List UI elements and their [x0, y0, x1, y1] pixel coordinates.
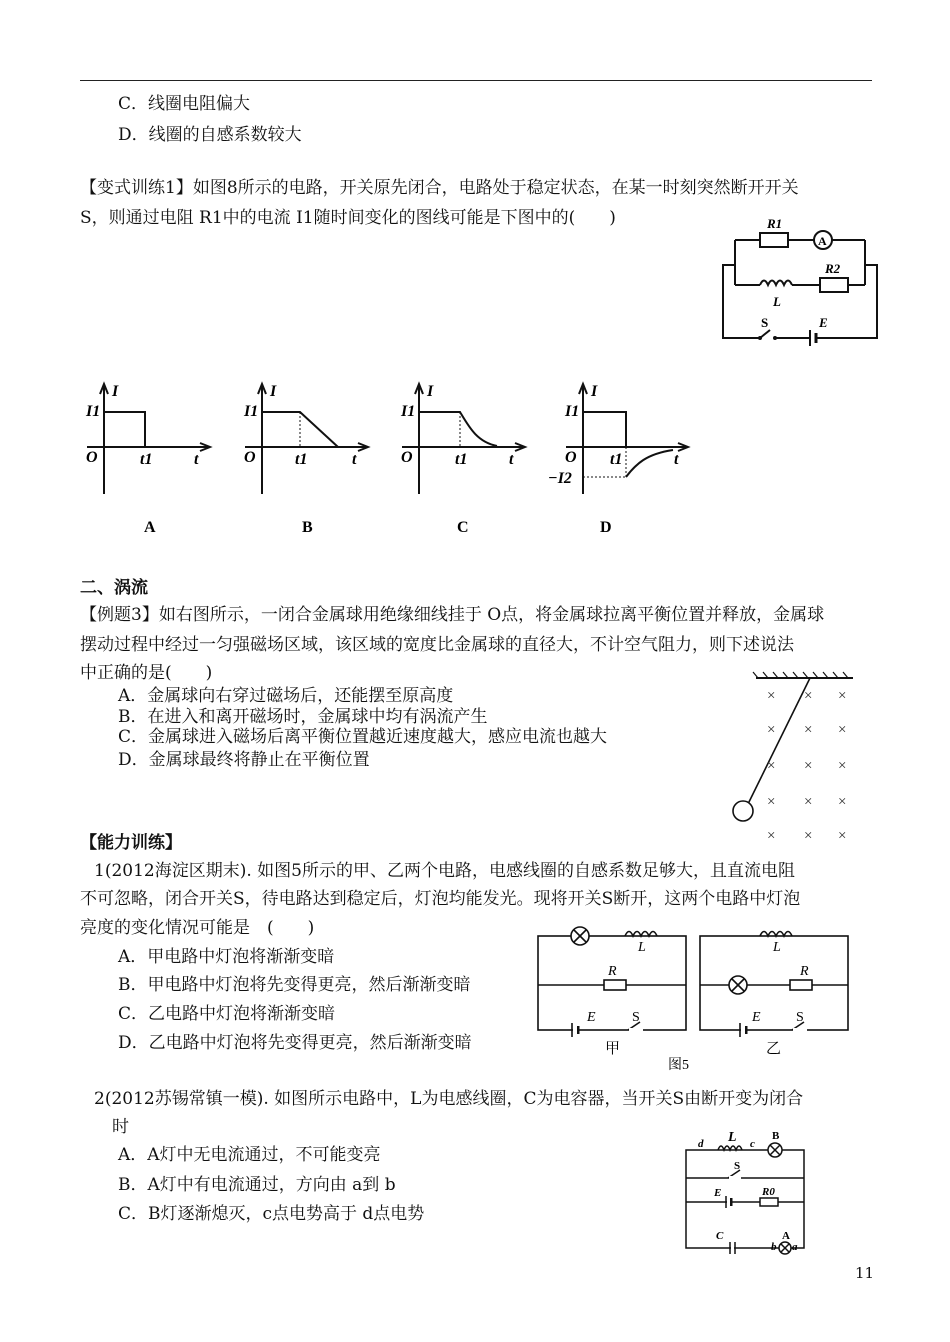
q2-option-a: A．A灯中无电流通过，不可能变亮	[118, 1145, 381, 1165]
svg-text:×: ×	[804, 758, 813, 774]
svg-text:×: ×	[838, 828, 847, 844]
q2-fig-a-label: a	[792, 1241, 798, 1253]
q2-line2: 时	[112, 1117, 129, 1137]
fig5-jia-l-label: L	[638, 940, 646, 955]
graph-d-i-label: I	[591, 383, 598, 400]
fig8-s-label: S	[761, 315, 769, 330]
fig5-yi-l-label: L	[773, 940, 781, 955]
q2-fig-c-cap-label: C	[716, 1230, 724, 1242]
svg-text:×: ×	[767, 688, 776, 704]
fig5-jia-e-label: E	[587, 1010, 596, 1025]
graph-d-neg-i2-label: −I2	[548, 470, 572, 487]
graph-c	[397, 382, 537, 542]
example3-option-b: B．在进入和离开磁场时，金属球中均有涡流产生	[118, 707, 488, 727]
fig8-ammeter-label: A	[818, 234, 827, 248]
q2-fig-r0-label: R0	[762, 1186, 775, 1198]
svg-text:×: ×	[767, 794, 776, 810]
graph-b-i-label: I	[270, 383, 277, 400]
graph-c-i-label: I	[427, 383, 434, 400]
svg-text:×: ×	[838, 794, 847, 810]
example3-line2: 摆动过程中经过一匀强磁场区域，该区域的宽度比金属球的直径大，不计空气阻力，则下述说法	[80, 635, 794, 655]
q2-option-b: B．A灯中有电流通过，方向由 a到 b	[118, 1175, 396, 1195]
svg-text:×: ×	[804, 794, 813, 810]
q2-fig-l-label: L	[728, 1130, 737, 1145]
graph-c-t-label: t	[509, 451, 514, 468]
graph-b-t-label: t	[352, 451, 357, 468]
q1-line1: 1(2012海淀区期末). 如图5所示的甲、乙两个电路，电感线圈的自感系数足够大，且直流电阻	[94, 861, 795, 881]
section-eddy-current: 二、涡流	[80, 578, 148, 598]
fig5-yi-r-label: R	[800, 964, 809, 979]
svg-text:×: ×	[767, 828, 776, 844]
pendulum-figure	[728, 668, 868, 846]
example3-option-d: D．金属球最终将静止在平衡位置	[118, 750, 370, 770]
q2-fig-c-label: c	[750, 1138, 755, 1150]
graph-b	[240, 382, 380, 542]
svg-text:×: ×	[767, 722, 776, 738]
q2-option-c: C．B灯逐渐熄灭，c点电势高于 d点电势	[118, 1204, 425, 1224]
q1-line2: 不可忽略，闭合开关S，待电路达到稳定后，灯泡均能发光。现将开关S断开，这两个电路中灯泡	[80, 889, 801, 909]
svg-text:×: ×	[838, 722, 847, 738]
graph-c-t1-label: t1	[455, 451, 468, 468]
figure-5-circuits	[530, 925, 860, 1075]
fig8-e-label: E	[819, 315, 828, 330]
q2-fig-d-label: d	[698, 1138, 704, 1150]
q1-option-c: C．乙电路中灯泡将渐渐变暗	[118, 1004, 336, 1024]
fig8-l-label: L	[773, 294, 781, 309]
graph-b-letter: B	[302, 519, 313, 536]
graph-a-i1-label: I1	[86, 403, 101, 420]
example3-line1: 【例题3】如右图所示，一闭合金属球用绝缘细线挂于 O点，将金属球拉离平衡位置并释放，金属球	[80, 605, 825, 625]
svg-text:×: ×	[838, 688, 847, 704]
q1-option-b: B．甲电路中灯泡将先变得更亮，然后渐渐变暗	[118, 975, 471, 995]
q2-fig-a-lamp-label: A	[782, 1230, 790, 1242]
q2-line1: 2(2012苏锡常镇一模). 如图所示电路中，L为电感线圈，C为电容器，当开关S由断开变为闭合	[94, 1089, 804, 1109]
graph-a-letter: A	[144, 519, 156, 536]
variant-line2: S，则通过电阻 R1中的电流 I1随时间变化的图线可能是下图中的( )	[80, 208, 616, 228]
svg-text:×: ×	[838, 758, 847, 774]
q2-fig-b-lamp-label: B	[772, 1130, 780, 1142]
graph-b-i1-label: I1	[244, 403, 259, 420]
fig5-jia-r-label: R	[608, 964, 617, 979]
svg-text:×: ×	[804, 688, 813, 704]
example3-option-a: A．金属球向右穿过磁场后，还能摆至原高度	[118, 686, 454, 706]
q1-option-d: D．乙电路中灯泡将先变得更亮，然后渐渐变暗	[118, 1033, 472, 1053]
q1-option-a: A．甲电路中灯泡将渐渐变暗	[118, 947, 335, 967]
fig5-yi-s-label: S	[796, 1010, 804, 1025]
svg-text:×: ×	[804, 722, 813, 738]
graph-d-origin-label: O	[565, 449, 577, 466]
svg-text:×: ×	[804, 828, 813, 844]
svg-text:×: ×	[767, 758, 776, 774]
example3-option-c: C．金属球进入磁场后离平衡位置越近速度越大，感应电流也越大	[118, 727, 608, 747]
example3-line3: 中正确的是( )	[80, 663, 213, 683]
graph-a-t1-label: t1	[140, 451, 153, 468]
q1-line3: 亮度的变化情况可能是 ( )	[80, 918, 315, 938]
graph-d-t1-label: t1	[610, 451, 623, 468]
option-c-top: C．线圈电阻偏大	[118, 94, 251, 114]
graph-d-letter: D	[600, 519, 612, 536]
q2-circuit-figure	[678, 1126, 813, 1254]
graph-a-t-label: t	[194, 451, 199, 468]
graph-c-origin-label: O	[401, 449, 413, 466]
graph-c-letter: C	[457, 519, 469, 536]
fig5-yi-caption: 乙	[766, 1041, 782, 1057]
header-rule	[80, 80, 872, 81]
figure-8-circuit	[715, 210, 885, 345]
fig8-r2-label: R2	[825, 261, 841, 276]
graph-a-origin-label: O	[86, 449, 98, 466]
fig5-jia-s-label: S	[632, 1010, 640, 1025]
ability-training-heading: 【能力训练】	[80, 833, 182, 853]
q2-fig-b-label: b	[771, 1241, 777, 1253]
graph-d-t-label: t	[674, 451, 679, 468]
variant-line1: 【变式训练1】如图8所示的电路，开关原先闭合，电路处于稳定状态，在某一时刻突然断开开关	[80, 178, 799, 198]
option-d-top: D．线圈的自感系数较大	[118, 125, 302, 145]
fig5-jia-caption: 甲	[605, 1041, 621, 1057]
graph-a-i-label: I	[112, 383, 119, 400]
graph-d	[548, 382, 698, 542]
page-number: 11	[855, 1264, 875, 1282]
graph-a	[82, 382, 222, 542]
fig5-caption: 图5	[668, 1058, 689, 1073]
graph-b-t1-label: t1	[295, 451, 308, 468]
graph-d-i1-label: I1	[565, 403, 580, 420]
fig5-yi-e-label: E	[752, 1010, 761, 1025]
graph-c-i1-label: I1	[401, 403, 416, 420]
fig8-r1-label: R1	[767, 216, 783, 231]
q2-fig-e-label: E	[714, 1187, 722, 1199]
graph-b-origin-label: O	[244, 449, 256, 466]
q2-fig-s-label: S	[734, 1160, 741, 1172]
